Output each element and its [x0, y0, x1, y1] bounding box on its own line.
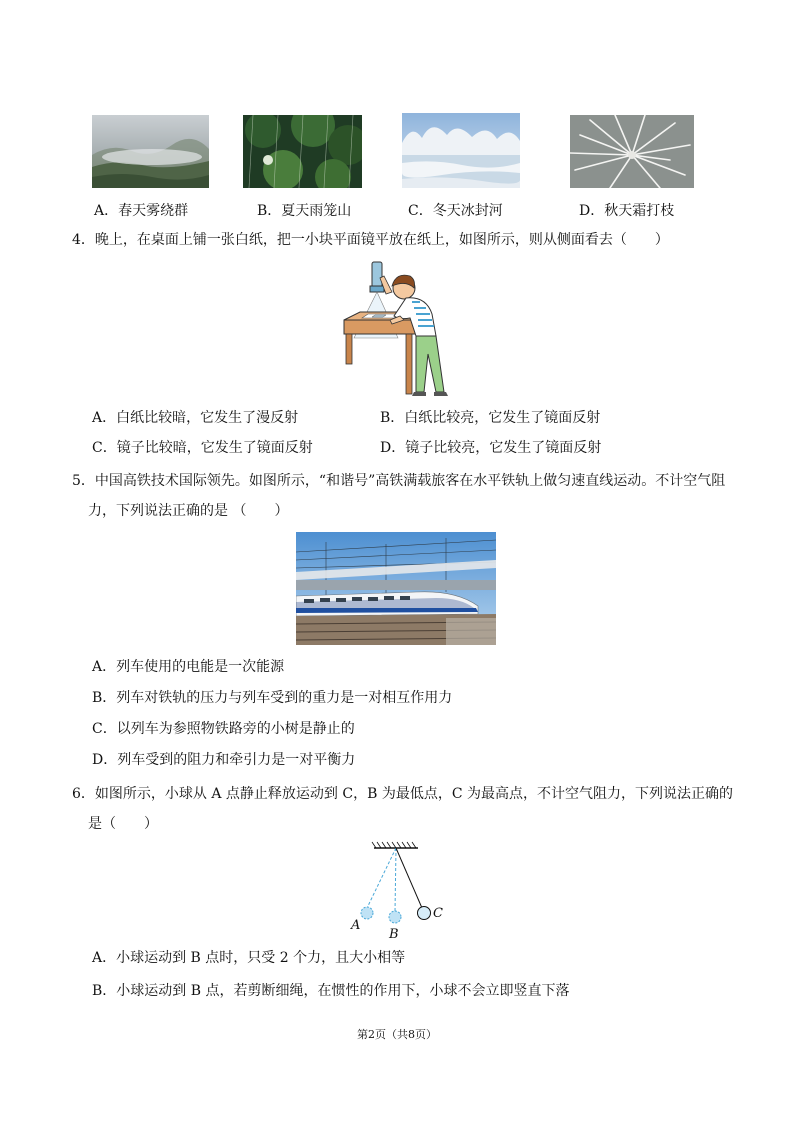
point-label-b: B — [389, 927, 399, 942]
q5-option-c: C．以列车为参照物铁路旁的小树是静止的 — [92, 721, 355, 737]
q5-option-d: D．列车受到的阻力和牵引力是一对平衡力 — [92, 752, 356, 768]
boy-flashlight-mirror-illustration — [340, 258, 460, 398]
point-label-a: A — [351, 918, 361, 933]
q5-option-b: B．列车对铁轨的压力与列车受到的重力是一对相互作用力 — [92, 690, 453, 706]
q5-stem-line1: 5．中国高铁技术国际领先。如图所示，“和谐号”高铁满载旅客在水平铁轨上做匀速直线运动。不计空气阻 — [72, 473, 726, 489]
q4-option-d: D．镜子比较亮，它发生了镜面反射 — [380, 440, 602, 456]
q6-option-a: A．小球运动到 B 点时，只受 2 个力，且大小相等 — [92, 950, 406, 966]
page-footer: 第2页（共8页） — [357, 1028, 437, 1041]
q5-option-a: A．列车使用的电能是一次能源 — [92, 659, 285, 675]
q5-stem-line2: 力，下列说法正确的是 （ ） — [88, 503, 289, 519]
high-speed-train-photo — [296, 532, 496, 645]
q6-stem-line2: 是（ ） — [88, 816, 158, 832]
q3-option-c: C．冬天冰封河 — [408, 203, 503, 219]
q6-stem-line1: 6．如图所示，小球从 A 点静止释放运动到 C，B 为最低点，C 为最高点，不计空气阻力，下列说法正确的 — [72, 786, 733, 802]
q4-option-b: B．白纸比较亮，它发生了镜面反射 — [380, 410, 601, 426]
q3-option-d: D．秋天霜打枝 — [579, 203, 675, 219]
q6-option-b: B．小球运动到 B 点，若剪断细绳，在惯性的作用下，小球不会立即竖直下落 — [92, 983, 570, 999]
frozen-river-photo — [402, 113, 520, 188]
q4-option-a: A．白纸比较暗，它发生了漫反射 — [92, 410, 299, 426]
q4-stem: 4．晚上，在桌面上铺一张白纸，把一小块平面镜平放在纸上，如图所示，则从侧面看去（ ） — [72, 232, 669, 248]
rain-forest-photo — [243, 115, 362, 188]
q4-option-c: C．镜子比较暗，它发生了镜面反射 — [92, 440, 313, 456]
misty-mountain-photo — [92, 115, 209, 188]
q3-option-a: A．春天雾绕群 — [94, 203, 189, 219]
frosted-pine-branch-photo — [570, 115, 694, 188]
point-label-c: C — [433, 906, 443, 921]
q3-option-b: B．夏天雨笼山 — [257, 203, 352, 219]
